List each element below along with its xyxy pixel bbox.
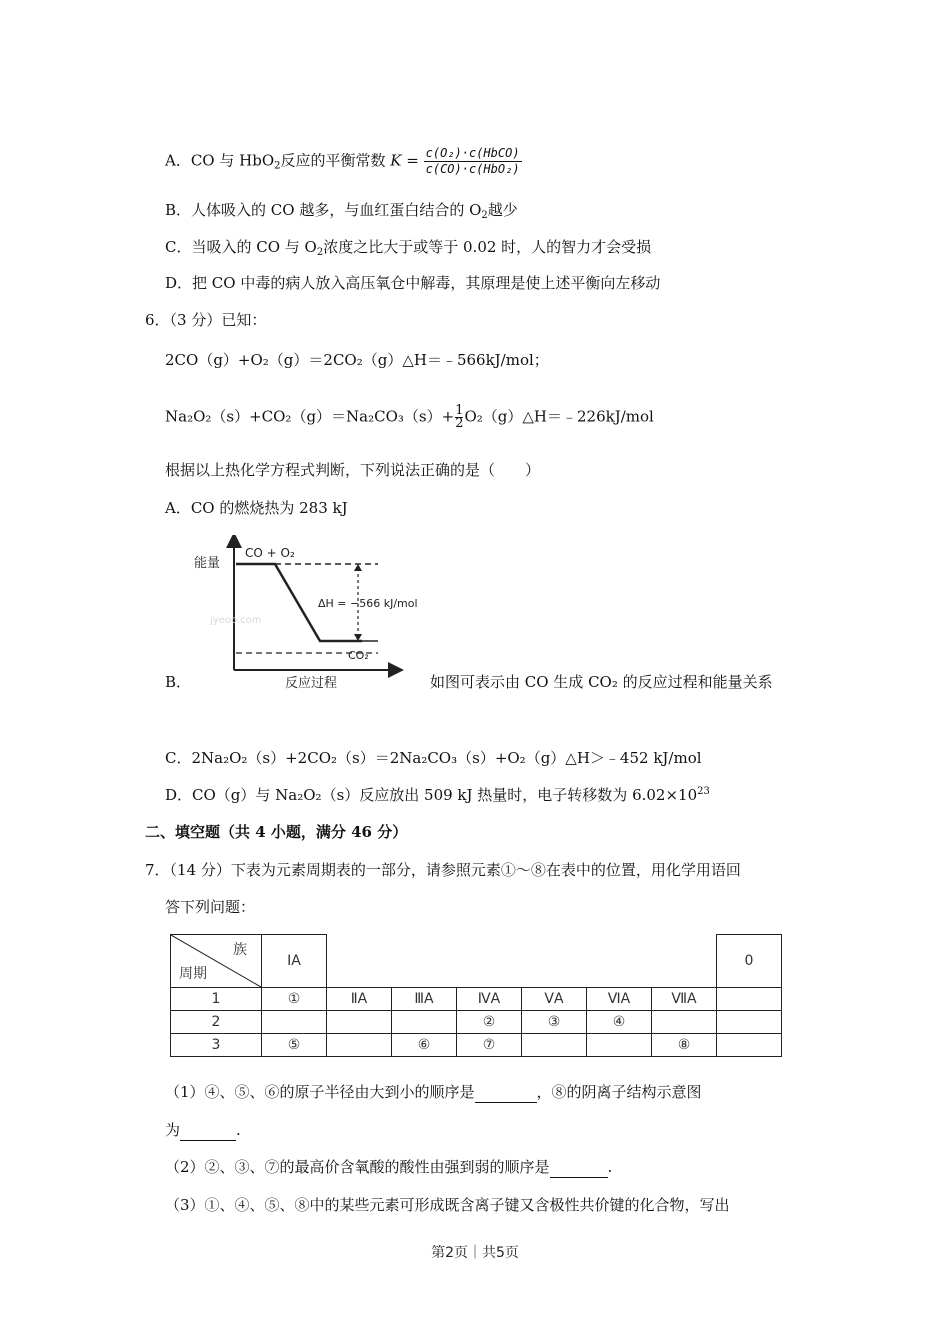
element-cell: ⑤ — [262, 1034, 327, 1057]
q6-option-b-text: 如图可表示由 CO 生成 CO₂ 的反应过程和能量关系 — [430, 673, 773, 691]
delta-h-label: ΔH = −566 kJ/mol — [318, 597, 418, 610]
q7-part-1-cont: 为 . — [165, 1121, 241, 1139]
group-header-cell: ⅥA — [587, 988, 652, 1011]
group-header-cell: ⅢA — [392, 988, 457, 1011]
q7-part-3: （3）①、④、⑤、⑧中的某些元素可形成既含离子键又含极性共价键的化合物，写出 — [165, 1196, 730, 1214]
q6-stem: 根据以上热化学方程式判断，下列说法正确的是（ ） — [165, 461, 541, 479]
group-header: 族 — [233, 942, 247, 958]
element-cell — [717, 1034, 782, 1057]
element-cell: ⑧ — [652, 1034, 717, 1057]
element-cell — [262, 1011, 327, 1034]
period-header: 周期 — [179, 966, 207, 982]
q6-option-b-label: B． — [165, 673, 192, 691]
q5-option-b: B．人体吸入的 CO 越多，与血红蛋白结合的 $O_2$越少 — [165, 201, 518, 221]
period-cell: 1 — [171, 988, 262, 1011]
group-header-cell: ⅣA — [457, 988, 522, 1011]
q7-heading-cont: 答下列问题： — [165, 898, 256, 916]
element-cell: ③ — [522, 1011, 587, 1034]
element-cell — [587, 1034, 652, 1057]
group-header-cell: ⅤA — [522, 988, 587, 1011]
answer-blank[interactable] — [180, 1120, 236, 1141]
element-cell — [717, 1011, 782, 1034]
answer-blank[interactable] — [550, 1157, 608, 1178]
q6-option-c: C．2Na₂O₂（s）+2CO₂（s）＝2Na₂CO₃（s）+O₂（g）△H＞﹣452 kJ/mol — [165, 749, 702, 767]
element-cell: ④ — [587, 1011, 652, 1034]
equilibrium-constant-fraction: $\frac{\text{c(O₂)·c(HbCO)}}{\text{c(CO)·c(HbO₂)}}$ — [425, 146, 520, 176]
energy-diagram — [190, 535, 420, 690]
answer-blank[interactable] — [475, 1082, 537, 1103]
period-cell: 3 — [171, 1034, 262, 1057]
q5-option-a: A．CO 与 HbO$_2$反应的平衡常数 K = $\frac{\text{c(O₂)·c(HbCO)}}{\text{c(CO)·c(HbO₂)}}$ — [165, 146, 520, 176]
q6-option-d: D．CO（g）与 Na₂O₂（s）反应放出 509 kJ 热量时，电子转移数为 $6.02\times 10^{23}$ — [165, 786, 710, 804]
q6-heading: 6．（3 分）已知： — [145, 311, 267, 329]
q6-option-a: A．CO 的燃烧热为 283 kJ — [165, 499, 348, 517]
group-header-cell: ⅡA — [327, 988, 392, 1011]
period-cell: 2 — [171, 1011, 262, 1034]
element-cell: ⑥ — [392, 1034, 457, 1057]
one-half-fraction: $\frac{1}{2}$ — [455, 403, 464, 431]
table-corner-cell — [171, 935, 262, 988]
element-cell — [392, 1011, 457, 1034]
q7-part-1: （1）④、⑤、⑥的原子半径由大到小的顺序是 ，⑧的阴离子结构示意图 — [165, 1083, 702, 1101]
section-heading: 二、填空题（共 4 小题，满分 46 分） — [145, 823, 408, 841]
element-cell — [327, 1034, 392, 1057]
q6-equation-2: Na₂O₂（s）+CO₂（g）＝Na₂CO₃（s）+ $\frac{1}{2}$ O₂（g）△H＝﹣226kJ/mol — [165, 403, 654, 431]
element-cell: ⑦ — [457, 1034, 522, 1057]
q7-part-2: （2）②、③、⑦的最高价含氧酸的酸性由强到弱的顺序是 . — [165, 1158, 613, 1176]
reaction-axis-label: 反应过程 — [285, 676, 338, 690]
page-footer: 第2页｜共5页 — [431, 1245, 519, 1261]
q7-heading: 7．（14 分）下表为元素周期表的一部分，请参照元素①～⑧在表中的位置，用化学用语回 — [145, 861, 741, 879]
q5-option-c: C．当吸入的 CO 与 $O_2$浓度之比大于或等于 0.02 时，人的智力才会受损 — [165, 238, 652, 258]
element-cell — [522, 1034, 587, 1057]
element-cell: ① — [262, 988, 327, 1011]
group-ia-header: ⅠA — [262, 935, 327, 988]
periodic-table — [170, 934, 782, 1057]
group-header-cell: ⅦA — [652, 988, 717, 1011]
group-0-header: 0 — [717, 935, 782, 988]
product-label: CO₂ — [348, 649, 369, 662]
element-cell — [652, 1011, 717, 1034]
q6-equation-1: 2CO（g）+O₂（g）＝2CO₂（g）△H＝﹣566kJ/mol； — [165, 351, 549, 369]
watermark: jyeoo.com — [210, 615, 262, 626]
element-cell — [717, 988, 782, 1011]
energy-axis-label: 能量 — [194, 556, 221, 571]
reactant-label: CO + O₂ — [245, 546, 295, 560]
q5-option-d: D．把 CO 中毒的病人放入高压氧仓中解毒，其原理是使上述平衡向左移动 — [165, 274, 661, 292]
element-cell: ② — [457, 1011, 522, 1034]
element-cell — [327, 1011, 392, 1034]
